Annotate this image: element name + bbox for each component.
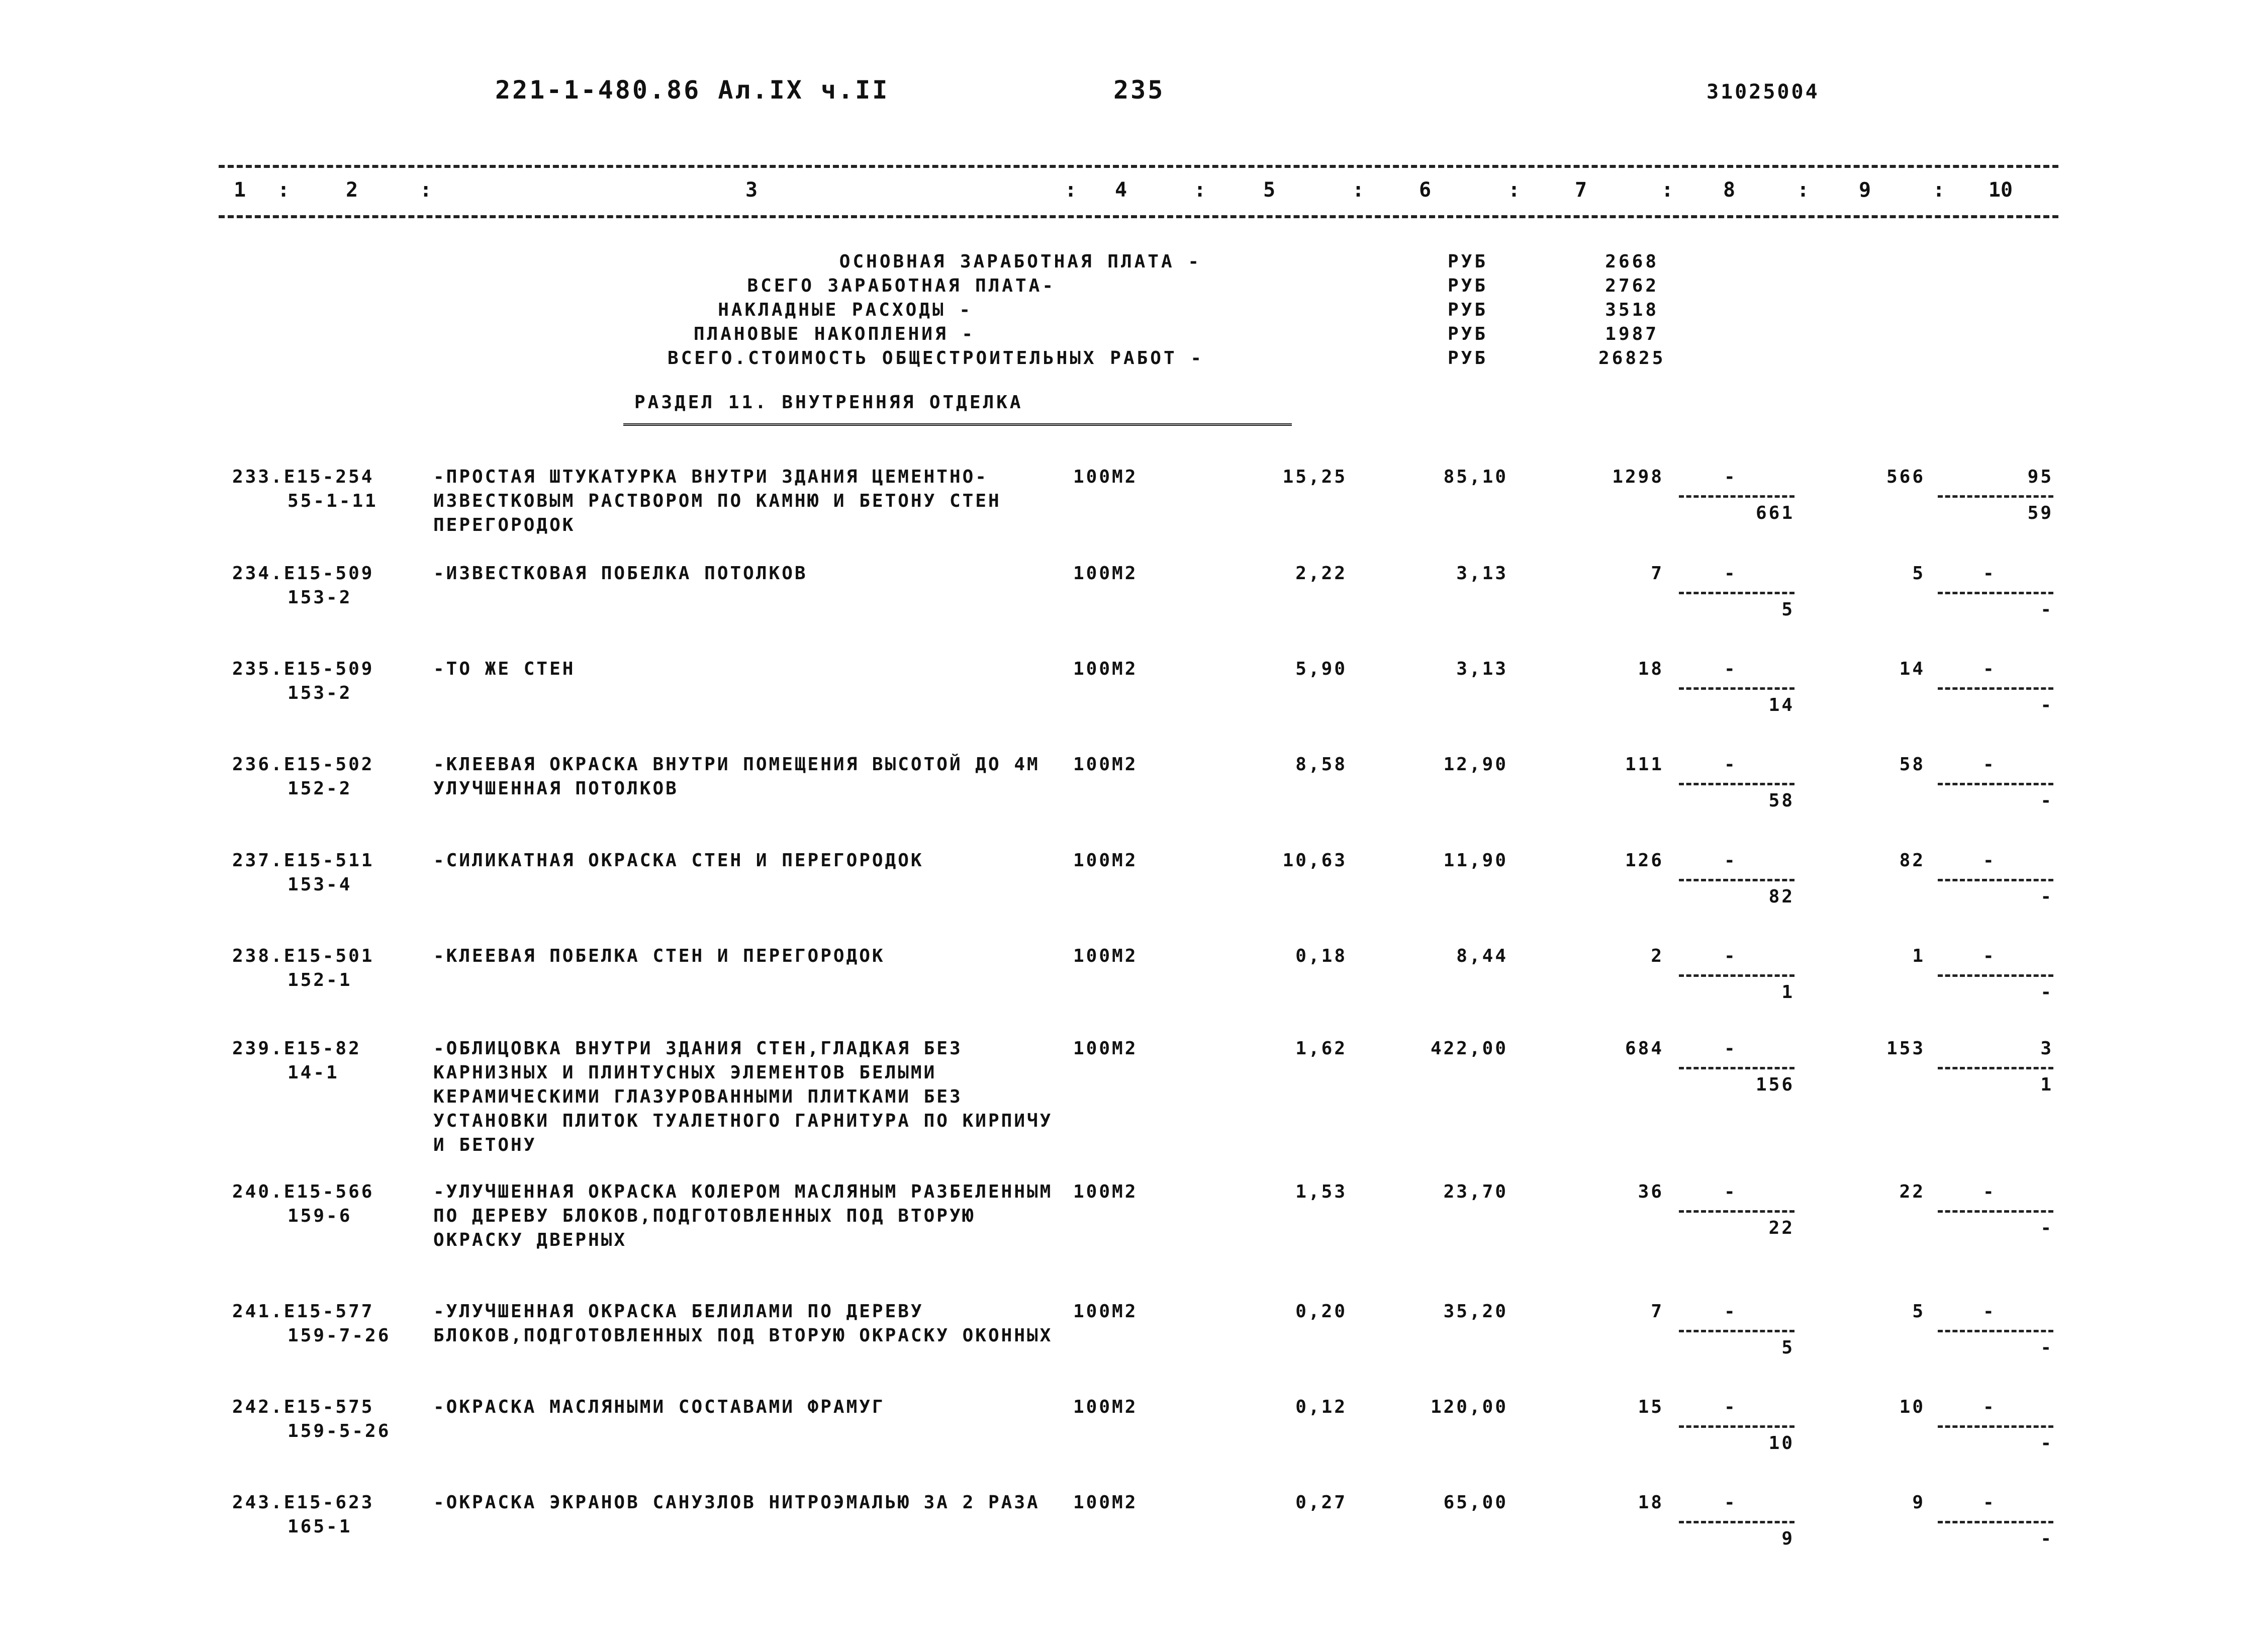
row-quantity: 0,20 — [1295, 1301, 1347, 1322]
column-separator: : — [1508, 178, 1521, 202]
row-code: 233.Е15-254 55-1-11 — [232, 467, 378, 511]
row-total: 2 — [1651, 946, 1664, 966]
row-code: 235.Е15-509 153-2 — [232, 659, 374, 703]
column-separator: : — [1194, 178, 1206, 202]
row-col9: 22 — [1899, 1182, 1925, 1202]
row-quantity: 0,18 — [1295, 946, 1347, 966]
document-reference: 221-1-480.86 Ал.IX ч.II — [495, 75, 890, 105]
row-quantity: 5,90 — [1295, 659, 1347, 679]
row-total: 15 — [1638, 1397, 1664, 1417]
row-description: -УЛУЧШЕННАЯ ОКРАСКА КОЛЕРОМ МАСЛЯНЫМ РАЗБЕЛЕННЫМ ПО ДЕРЕВУ БЛОКОВ,ПОДГОТОВЛЕННЫХ ПОД ВТОРУЮ ОКРАСКУ ДВЕРНЫХ — [433, 1182, 1053, 1250]
row-total: 684 — [1625, 1038, 1664, 1059]
row-code: 236.Е15-502 152-2 — [232, 754, 374, 799]
row-unit-price: 35,20 — [1443, 1301, 1508, 1322]
row-total: 7 — [1651, 563, 1664, 584]
row-col9: 5 — [1912, 563, 1925, 584]
column-separator: : — [1065, 178, 1077, 202]
column-separator: : — [1933, 178, 1945, 202]
row-unit-price: 11,90 — [1443, 850, 1508, 871]
row-unit: 100М2 — [1073, 467, 1138, 487]
row-code: 238.Е15-501 152-1 — [232, 946, 374, 990]
row-col9: 82 — [1899, 850, 1925, 871]
row-total: 36 — [1638, 1182, 1664, 1202]
row-unit: 100М2 — [1073, 563, 1138, 584]
column-separator: : — [420, 178, 432, 202]
row-code: 242.Е15-575 159-5-26 — [232, 1397, 391, 1441]
row-quantity: 0,12 — [1295, 1397, 1347, 1417]
row-col9: 9 — [1912, 1492, 1925, 1513]
row-unit: 100М2 — [1073, 1301, 1138, 1322]
row-description: -КЛЕЕВАЯ ПОБЕЛКА СТЕН И ПЕРЕГОРОДОК — [433, 946, 885, 966]
column-separator: : — [277, 178, 290, 202]
row-quantity: 15,25 — [1282, 467, 1347, 487]
row-unit-price: 8,44 — [1456, 946, 1508, 966]
row-unit: 100М2 — [1073, 1182, 1138, 1202]
row-unit: 100М2 — [1073, 946, 1138, 966]
row-total: 111 — [1625, 754, 1664, 775]
section-title: РАЗДЕЛ 11. ВНУТРЕННЯЯ ОТДЕЛКА — [634, 392, 1023, 413]
row-description: -ПРОСТАЯ ШТУКАТУРКА ВНУТРИ ЗДАНИЯ ЦЕМЕНТНО-ИЗВЕСТКОВЫМ РАСТВОРОМ ПО КАМНЮ И БЕТОНУ СТЕН ПЕРЕГОРОДОК — [433, 467, 1001, 535]
row-total: 7 — [1651, 1301, 1664, 1322]
column-separator: : — [1352, 178, 1365, 202]
row-unit: 100М2 — [1073, 1038, 1138, 1059]
row-description: -СИЛИКАТНАЯ ОКРАСКА СТЕН И ПЕРЕГОРОДОК — [433, 850, 924, 871]
table-top-border — [219, 165, 2058, 168]
row-unit-price: 422,00 — [1430, 1038, 1508, 1059]
row-quantity: 1,62 — [1295, 1038, 1347, 1059]
row-unit: 100М2 — [1073, 850, 1138, 871]
row-quantity: 2,22 — [1295, 563, 1347, 584]
row-description: -КЛЕЕВАЯ ОКРАСКА ВНУТРИ ПОМЕЩЕНИЯ ВЫСОТОЙ ДО 4М УЛУЧШЕННАЯ ПОТОЛКОВ — [433, 754, 1040, 799]
row-unit-price: 23,70 — [1443, 1182, 1508, 1202]
row-unit: 100М2 — [1073, 754, 1138, 775]
section-underline — [623, 423, 1292, 426]
row-code: 239.Е15-82 14-1 — [232, 1038, 361, 1083]
row-code: 240.Е15-566 159-6 — [232, 1182, 374, 1226]
row-description: -ОБЛИЦОВКА ВНУТРИ ЗДАНИЯ СТЕН,ГЛАДКАЯ БЕЗ КАРНИЗНЫХ И ПЛИНТУСНЫХ ЭЛЕМЕНТОВ БЕЛЫМИ КЕРАМИЧЕСКИМИ ГЛАЗУРОВАННЫМИ ПЛИТКАМИ БЕЗ УСТАНОВКИ ПЛИТОК ТУАЛЕТНОГО ГАРНИТУРА ПО КИРПИЧУ И БЕТОНУ — [433, 1038, 1053, 1155]
row-unit: 100М2 — [1073, 659, 1138, 679]
column-separator: : — [1797, 178, 1810, 202]
column-separator: : — [1661, 178, 1674, 202]
row-unit-price: 3,13 — [1456, 659, 1508, 679]
row-total: 1298 — [1612, 467, 1664, 487]
table-header-border — [219, 215, 2058, 218]
page-number: 235 — [1113, 75, 1165, 105]
row-quantity: 10,63 — [1282, 850, 1347, 871]
row-col9: 153 — [1886, 1038, 1925, 1059]
row-code: 234.Е15-509 153-2 — [232, 563, 374, 608]
row-unit-price: 85,10 — [1443, 467, 1508, 487]
row-code: 237.Е15-511 153-4 — [232, 850, 374, 895]
row-total: 18 — [1638, 1492, 1664, 1513]
row-total: 18 — [1638, 659, 1664, 679]
document-page: 221-1-480.86 Ал.IX ч.II 235 31025004 1 2 3 4 5 6 7 8 9 10 : : : : : : : : : ОСНОВНАЯ ЗАРАБОТНАЯ ПЛАТА - РУБ 2668 ВСЕГО ЗАРАБОТНАЯ ПЛАТА- РУБ 2762 НАКЛАДНЫЕ РАСХОДЫ - РУБ 3518 ПЛАНОВЫЕ НАКОПЛЕНИЯ - РУБ 1987 ВСЕГО.СТОИМОСТЬ ОБЩЕСТРОИТЕЛЬНЫХ РАБОТ - РУБ 26825 РАЗДЕЛ 11. ВНУТРЕННЯЯ ОТДЕЛКА 233.Е15-254 55-1-11 -ПРОСТАЯ ШТУКАТУРКА ВНУТРИ ЗДАНИЯ ЦЕМЕНТНО-ИЗВЕСТКОВЫМ РАСТВОРОМ ПО КАМНЮ И БЕТОНУ СТЕН ПЕРЕГОРОДОК 100М2 15,25 85,10 1298 - 661 566 95 59 234.Е15-509 153-2 -ИЗВЕСТКОВАЯ ПОБЕЛКА ПОТОЛКОВ 100М2 2,22 3,13 7 - 5 5 - - 235.Е15-509 153-2 -ТО ЖЕ СТЕН 100М2 5,90 3,13 18 - 14 14 - - 236.Е15-502 152-2 -КЛЕЕВАЯ ОКРАСКА ВНУТРИ ПОМЕЩЕНИЯ ВЫСОТОЙ ДО 4М УЛУЧШЕННАЯ ПОТОЛКОВ 100М2 8,58 12,90 111 - 58 58 - - 237.Е15-511 153-4 -СИЛИКАТНАЯ ОКРАСКА СТЕН И ПЕРЕГОРОДОК 100М2 10,63 11,90 126 - 82 82 - - 238.Е15-501 152-1 -КЛЕЕВАЯ ПОБЕЛКА СТЕН И ПЕРЕГОРОДОК 100М2 0,18 8,44 2 - 1 1 - - 239.Е15-82 14-1 -ОБЛИЦОВКА ВНУТРИ ЗДАНИЯ СТЕН,ГЛАДКАЯ БЕЗ КАРНИЗНЫХ И ПЛИНТУСНЫХ ЭЛЕМЕНТОВ БЕЛЫМИ КЕРАМИЧЕСКИМИ ГЛАЗУРОВАННЫМИ ПЛИТКАМИ БЕЗ УСТАНОВКИ ПЛИТОК ТУАЛЕТНОГО ГАРНИТУРА ПО КИРПИЧУ И БЕТОНУ 100М2 1,62 422,00 684 - 156 153 3 1 240.Е15-566 159-6 -УЛУЧШЕННАЯ ОКРАСКА КОЛЕРОМ МАСЛЯНЫМ РАЗБЕЛЕННЫМ ПО ДЕРЕВУ БЛОКОВ,ПОДГОТОВЛЕННЫХ ПОД ВТОРУЮ ОКРАСКУ ДВЕРНЫХ 100М2 1,53 23,70 36 - 22 22 - - 241.Е15-577 159-7-26 -УЛУЧШЕННАЯ ОКРАСКА БЕЛИЛАМИ ПО ДЕРЕВУ БЛОКОВ,ПОДГОТОВЛЕННЫХ ПОД ВТОРУЮ ОКРАСКУ ОКОННЫХ 100М2 0,20 35,20 7 - 5 5 - - 242.Е15-575 159-5-26 -ОКРАСКА МАСЛЯНЫМИ СОСТАВАМИ ФРАМУГ 100М2 0,12 120,00 15 - 10 10 - - 243.Е15-623 165-1 -ОКРАСКА ЭКРАНОВ САНУЗЛОВ НИТРОЭМАЛЬЮ ЗА 2 РАЗА 100М2 0,27 65,00 18 - 9 9 - - — [0, 0, 2268, 1633]
row-unit-price: 12,90 — [1443, 754, 1508, 775]
row-unit-price: 65,00 — [1443, 1492, 1508, 1513]
row-code: 241.Е15-577 159-7-26 — [232, 1301, 391, 1346]
row-description: -УЛУЧШЕННАЯ ОКРАСКА БЕЛИЛАМИ ПО ДЕРЕВУ БЛОКОВ,ПОДГОТОВЛЕННЫХ ПОД ВТОРУЮ ОКРАСКУ ОКОННЫХ — [433, 1301, 1053, 1346]
row-col9: 5 — [1912, 1301, 1925, 1322]
row-unit: 100М2 — [1073, 1397, 1138, 1417]
row-description: -ОКРАСКА ЭКРАНОВ САНУЗЛОВ НИТРОЭМАЛЬЮ ЗА 2 РАЗА — [433, 1492, 1040, 1513]
row-quantity: 1,53 — [1295, 1182, 1347, 1202]
row-quantity: 0,27 — [1295, 1492, 1347, 1513]
row-unit: 100М2 — [1073, 1492, 1138, 1513]
row-description: -ТО ЖЕ СТЕН — [433, 659, 576, 679]
row-description: -ИЗВЕСТКОВАЯ ПОБЕЛКА ПОТОЛКОВ — [433, 563, 808, 584]
row-unit-price: 3,13 — [1456, 563, 1508, 584]
row-col9: 1 — [1912, 946, 1925, 966]
row-description: -ОКРАСКА МАСЛЯНЫМИ СОСТАВАМИ ФРАМУГ — [433, 1397, 885, 1417]
document-code: 31025004 — [1707, 80, 1820, 104]
row-col9: 566 — [1886, 467, 1925, 487]
row-col9: 58 — [1899, 754, 1925, 775]
row-col9: 14 — [1899, 659, 1925, 679]
row-col9: 10 — [1899, 1397, 1925, 1417]
row-unit-price: 120,00 — [1430, 1397, 1508, 1417]
row-total: 126 — [1625, 850, 1664, 871]
row-code: 243.Е15-623 165-1 — [232, 1492, 374, 1537]
row-quantity: 8,58 — [1295, 754, 1347, 775]
